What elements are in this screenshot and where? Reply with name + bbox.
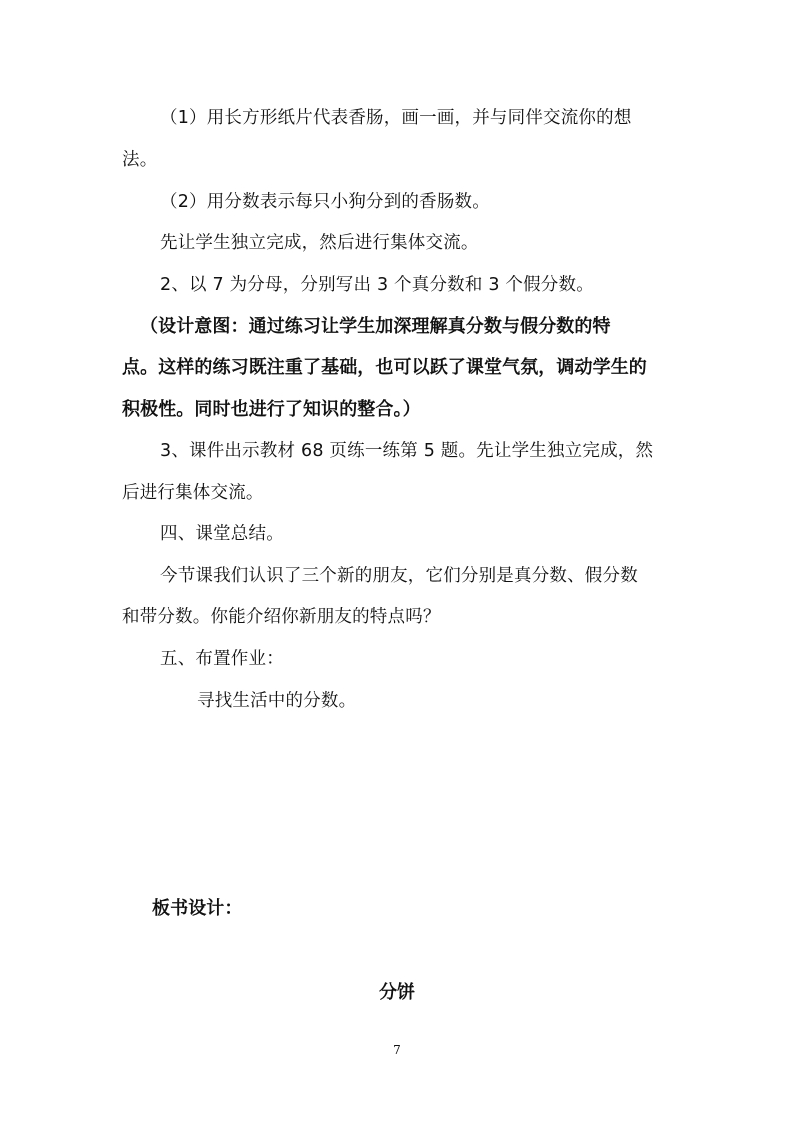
design-intent-line-1: （设计意图：通过练习让学生加深理解真分数与假分数的特: [140, 316, 611, 337]
paragraph-3: 先让学生独立完成，然后进行集体交流。: [160, 233, 479, 253]
paragraph-1-line-1: （1）用长方形纸片代表香肠，画一画，并与同伴交流你的想: [160, 108, 632, 128]
paragraph-5-line-2: 后进行集体交流。: [122, 483, 264, 503]
paragraph-2: （2）用分数表示每只小狗分到的香肠数。: [160, 192, 490, 212]
section-heading-homework: 五、布置作业：: [160, 649, 284, 669]
design-intent-line-2: 点。这样的练习既注重了基础，也可以跃了课堂气氛，调动学生的: [122, 357, 647, 378]
board-design-label: 板书设计：: [152, 898, 243, 919]
homework-text: 寻找生活中的分数。: [197, 691, 357, 711]
paragraph-6-line-1: 今节课我们认识了三个新的朋友，它们分别是真分数、假分数: [160, 566, 638, 586]
paragraph-1-line-2: 法。: [122, 150, 158, 170]
section-heading-summary: 四、课堂总结。: [160, 524, 284, 544]
page-number: 7: [393, 1043, 401, 1057]
board-title: 分饼: [379, 982, 415, 1003]
paragraph-6-line-2: 和带分数。你能介绍你新朋友的特点吗？: [122, 607, 441, 627]
paragraph-5-line-1: 3、课件出示教材 68 页练一练第 5 题。先让学生独立完成，然: [160, 441, 654, 461]
paragraph-4: 2、以 7 为分母，分别写出 3 个真分数和 3 个假分数。: [160, 275, 594, 295]
design-intent-line-3: 积极性。同时也进行了知识的整合。）: [122, 399, 421, 420]
